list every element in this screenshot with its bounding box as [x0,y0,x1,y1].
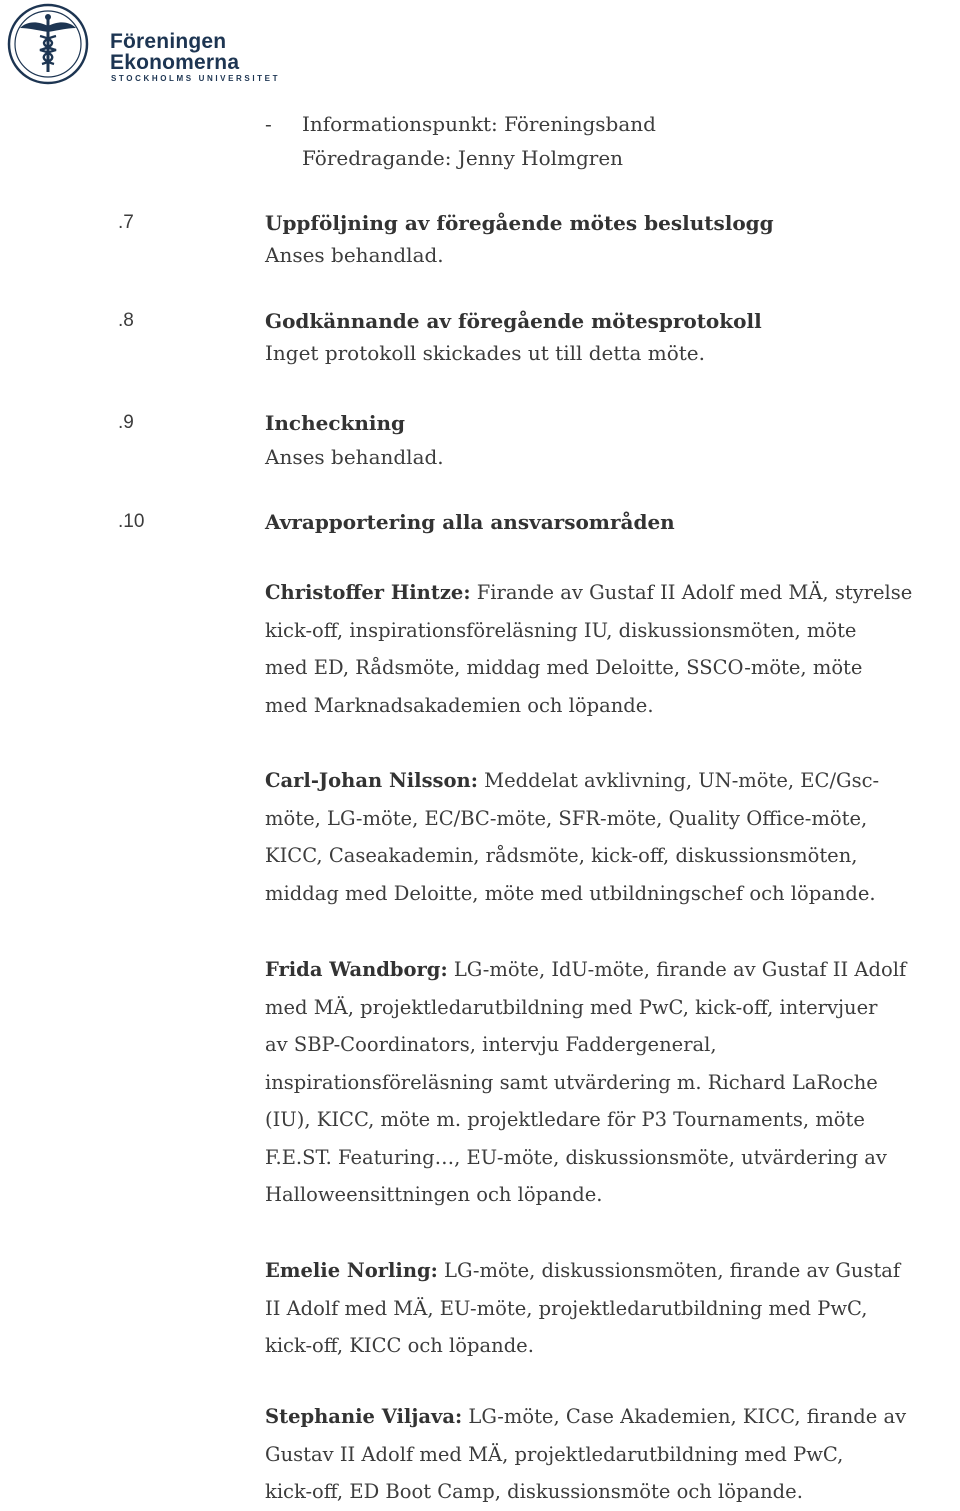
report-line: kick-off, ED Boot Camp, diskussionsmöte och löpande. [265,1480,803,1503]
report-line: Stephanie Viljava: LG-möte, Case Akademien, KICC, firande av [265,1405,907,1428]
agenda-item-number: .8 [118,310,134,331]
agenda-item-heading: Uppföljning av föregående mötes beslutslogg [265,211,774,235]
report-line: möte, LG-möte, EC/BC-möte, SFR-möte, Quality Office-möte, [265,806,868,830]
report-person-name: Frida Wandborg: [265,958,448,981]
report-line: med ED, Rådsmöte, middag med Deloitte, SSCO-möte, möte [265,656,863,679]
agenda-item-number: .10 [118,511,145,532]
report-paragraph [265,951,960,1214]
logo-text-line2: Ekonomerna [110,51,240,74]
report-line: KICC, Caseakademin, rådsmöte, kick-off, diskussionsmöten, [265,844,858,867]
info-point-dash: - [265,112,272,136]
organization-logo [6,2,281,86]
report-paragraph [265,1398,960,1511]
report-line: kick-off, KICC och löpande. [265,1334,534,1357]
agenda-item-heading: Incheckning [265,411,406,435]
agenda-item-text: Anses behandlad. [265,243,444,267]
agenda-item-heading: Avrapportering alla ansvarsområden [265,510,675,534]
report-line: Emelie Norling: LG-möte, diskussionsmöten, firande av Gustaf [265,1259,901,1282]
report-person-name: Christoffer Hintze: [265,581,471,604]
report-person-name: Emelie Norling: [265,1259,438,1282]
report-line: med Marknadsakademien och löpande. [265,693,654,717]
report-paragraph [265,762,960,912]
report-line: Christoffer Hintze: Firande av Gustaf II Adolf med MÄ, styrelse [265,581,913,604]
report-line: Carl-Johan Nilsson: Meddelat avklivning, UN-möte, EC/Gsc- [265,769,880,792]
report-line: Gustav II Adolf med MÄ, projektledarutbildning med PwC, [265,1442,844,1466]
report-paragraph [265,574,960,724]
logo-text-line1: Föreningen [110,30,227,53]
caduceus-emblem-icon [6,2,90,86]
agenda-item-number: .9 [118,412,134,433]
agenda-item-text: Inget protokoll skickades ut till detta möte. [265,341,705,365]
logo-subtitle: STOCKHOLMS UNIVERSITET [111,74,281,83]
report-line: kick-off, inspirationsföreläsning IU, diskussionsmöten, möte [265,618,857,642]
report-person-name: Stephanie Viljava: [265,1405,463,1428]
report-line: inspirationsföreläsning samt utvärdering m. Richard LaRoche [265,1070,878,1094]
report-line: av SBP-Coordinators, intervju Faddergeneral, [265,1033,717,1056]
report-person-name: Carl-Johan Nilsson: [265,769,478,792]
report-paragraph [265,1252,960,1365]
report-line: Frida Wandborg: LG-möte, IdU-möte, firande av Gustaf II Adolf [265,958,907,981]
agenda-item-number: .7 [118,212,134,233]
report-line: F.E.ST. Featuring…, EU-möte, diskussionsmöte, utvärdering av [265,1145,887,1169]
agenda-item-heading: Godkännande av föregående mötesprotokoll [265,309,762,333]
report-line: middag med Deloitte, möte med utbildningschef och löpande. [265,881,876,905]
info-point-title: Informationspunkt: Föreningsband [302,112,656,136]
report-line: II Adolf med MÄ, EU-möte, projektledarutbildning med PwC, [265,1296,868,1320]
report-line: med MÄ, projektledarutbildning med PwC, kick-off, intervjuer [265,995,878,1019]
report-line: Halloweensittningen och löpande. [265,1183,603,1206]
agenda-item-text: Anses behandlad. [265,445,444,469]
info-point-presenter: Föredragande: Jenny Holmgren [302,146,624,170]
report-line: (IU), KICC, möte m. projektledare för P3 Tournaments, möte [265,1108,865,1131]
